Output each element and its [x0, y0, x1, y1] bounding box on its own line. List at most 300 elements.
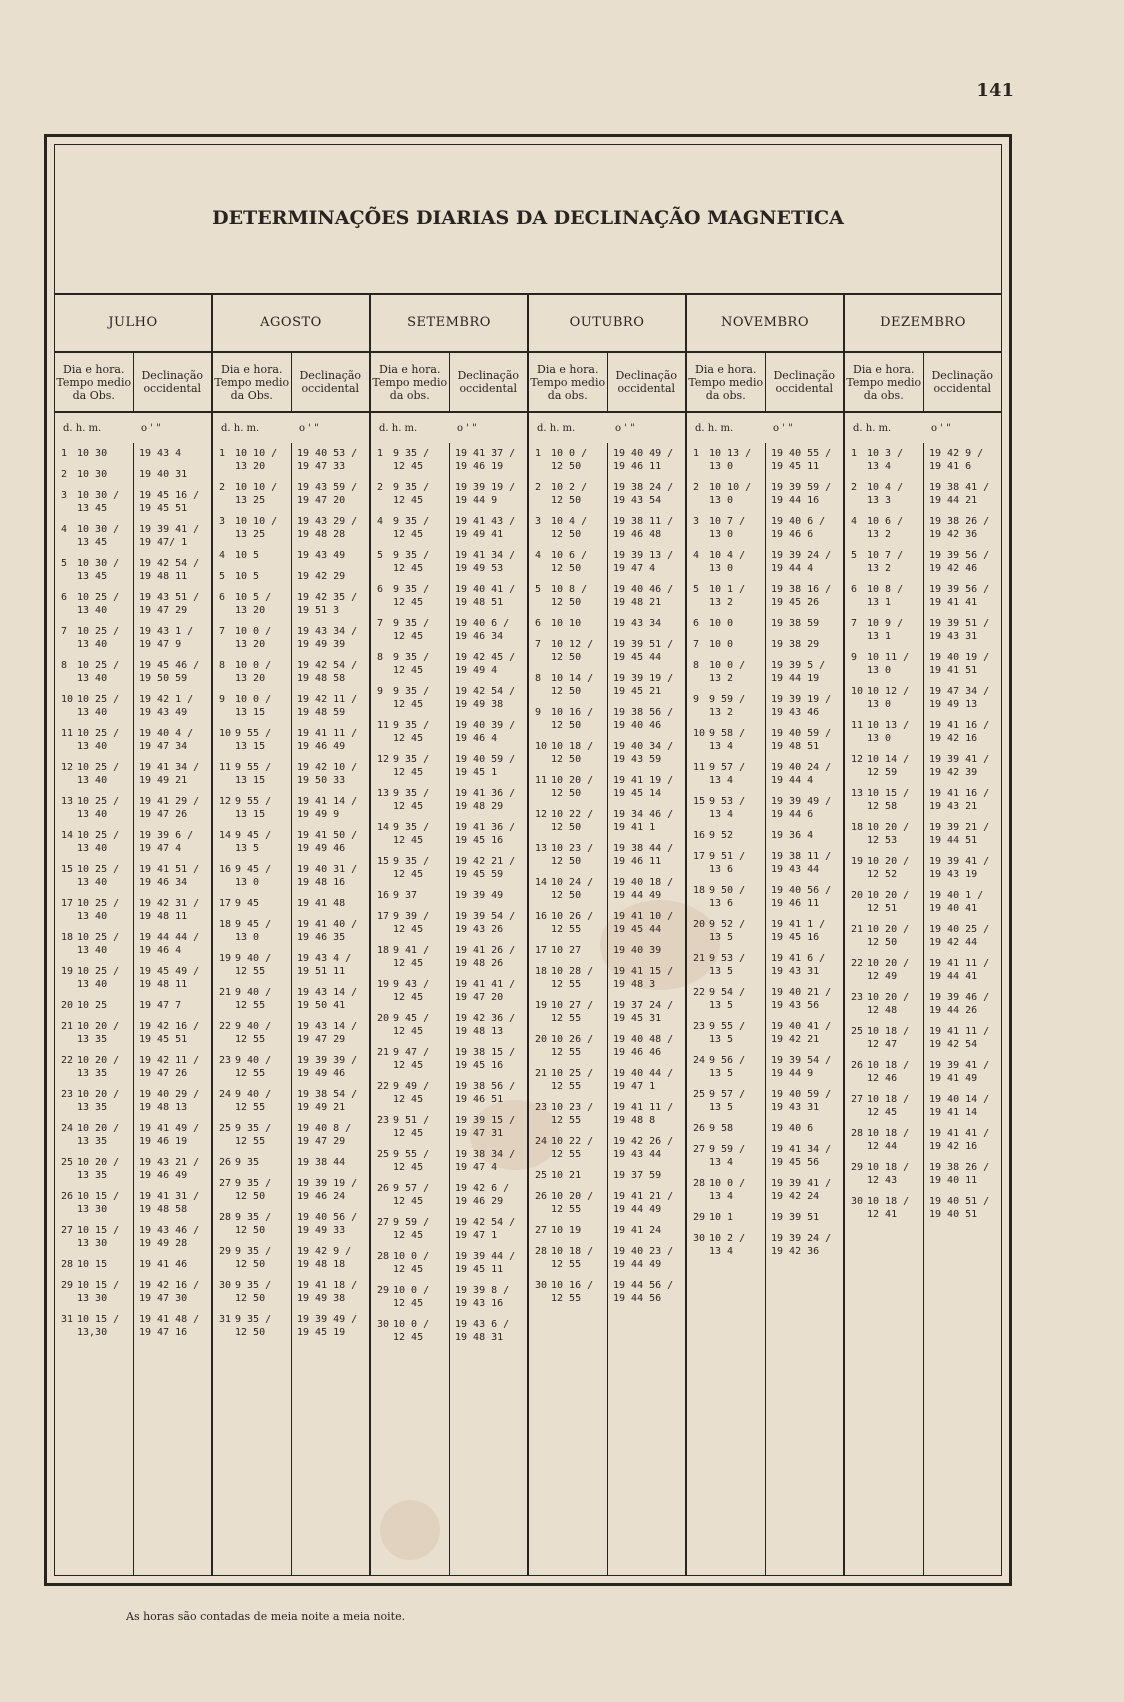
declination: 19 41 14 / 19 49 9 [297, 796, 358, 820]
time: 10 4 / 13 0 [709, 550, 746, 574]
time-header: Dia e hora. Tempo medio da obs. [372, 362, 448, 402]
day: 22 [851, 958, 864, 969]
declination: 19 40 4 / 19 47 34 [139, 728, 194, 752]
day: 7 [377, 618, 384, 629]
day: 5 [535, 584, 542, 595]
time-header: Dia e hora. Tempo medio da obs. [688, 362, 764, 402]
time: 10 25 [77, 1000, 108, 1011]
time: 10 14 / 12 59 [867, 754, 910, 778]
day: 28 [61, 1259, 74, 1270]
declination: 19 47 7 [139, 1000, 182, 1011]
time-units: d. h. m. [63, 422, 102, 434]
declination: 19 41 43 / 19 49 41 [455, 516, 516, 540]
units-row [55, 413, 211, 443]
declination: 19 41 16 / 19 43 21 [929, 788, 990, 812]
time: 9 35 / 12 45 [393, 618, 430, 642]
declination: 19 41 31 / 19 48 58 [139, 1191, 200, 1215]
day: 12 [61, 762, 74, 773]
day: 4 [535, 550, 542, 561]
declination: 19 43 29 / 19 48 28 [297, 516, 358, 540]
day: 16 [219, 864, 232, 875]
declination: 19 38 24 / 19 43 54 [613, 482, 674, 506]
day: 1 [219, 448, 226, 459]
footnote: As horas são contadas de meia noite a meia noite. [126, 1610, 406, 1623]
time: 9 45 / 13 0 [235, 864, 272, 888]
declination: 19 40 59 / 19 43 31 [771, 1089, 832, 1113]
day: 6 [693, 618, 700, 629]
day: 26 [693, 1123, 706, 1134]
rows [687, 443, 843, 1575]
day: 25 [851, 1026, 864, 1037]
declination: 19 39 54 / 19 43 26 [455, 911, 516, 935]
declination: 19 39 13 / 19 47 4 [613, 550, 674, 574]
month-column-novembro [685, 295, 843, 1575]
day: 29 [377, 1285, 390, 1296]
declination: 19 41 11 / 19 42 54 [929, 1026, 990, 1050]
time: 9 40 / 12 55 [235, 987, 272, 1011]
day: 29 [219, 1246, 232, 1257]
time: 10 12 / 13 0 [867, 686, 910, 710]
declination: 19 39 19 / 19 43 46 [771, 694, 832, 718]
time: 9 55 / 13 15 [235, 796, 272, 820]
declination: 19 40 6 / 19 46 6 [771, 516, 826, 540]
time: 10 6 / 13 2 [867, 516, 904, 540]
declination: 19 39 54 / 19 44 9 [771, 1055, 832, 1079]
month-column-dezembro [843, 295, 1001, 1575]
time: 9 35 / 12 45 [393, 822, 430, 846]
day: 2 [851, 482, 858, 493]
time: 10 18 / 12 41 [867, 1196, 910, 1220]
time: 10 0 / 12 45 [393, 1319, 430, 1343]
time: 9 35 [235, 1157, 260, 1168]
month-column-setembro [369, 295, 527, 1575]
day: 11 [851, 720, 864, 731]
day: 16 [693, 830, 706, 841]
time: 9 49 / 12 45 [393, 1081, 430, 1105]
day: 4 [219, 550, 226, 561]
day: 10 [535, 741, 548, 752]
angle-units: o ' " [615, 422, 635, 434]
day: 21 [851, 924, 864, 935]
declination: 19 42 11 / 19 47 26 [139, 1055, 200, 1079]
day: 20 [377, 1013, 390, 1024]
declination: 19 41 26 / 19 48 26 [455, 945, 516, 969]
declination: 19 39 41 / 19 42 24 [771, 1178, 832, 1202]
declination: 19 41 6 / 19 43 31 [771, 953, 826, 977]
time: 10 26 / 12 55 [551, 911, 594, 935]
time: 10 7 / 13 2 [867, 550, 904, 574]
time: 10 25 / 13 40 [77, 762, 120, 786]
rows [529, 443, 685, 1575]
declination: 19 42 54 / 19 49 38 [455, 686, 516, 710]
month-name: JULHO [55, 295, 211, 353]
time: 10 15 [77, 1259, 108, 1270]
table-frame [44, 134, 1012, 1586]
rows [55, 443, 211, 1575]
day: 21 [61, 1021, 74, 1032]
time: 9 41 / 12 45 [393, 945, 430, 969]
declination: 19 42 10 / 19 50 33 [297, 762, 358, 786]
day: 15 [693, 796, 706, 807]
day: 30 [219, 1280, 232, 1291]
time: 10 16 / 12 50 [551, 707, 594, 731]
time: 9 52 / 13 5 [709, 919, 746, 943]
day: 13 [61, 796, 74, 807]
time: 9 58 [709, 1123, 734, 1134]
declination: 19 41 37 / 19 46 19 [455, 448, 516, 472]
declination: 19 40 41 / 19 42 21 [771, 1021, 832, 1045]
day: 8 [693, 660, 700, 671]
declination: 19 41 36 / 19 45 16 [455, 822, 516, 846]
day: 17 [61, 898, 74, 909]
day: 31 [219, 1314, 232, 1325]
day: 3 [61, 490, 68, 501]
time: 10 10 / 13 25 [235, 482, 278, 506]
time: 9 35 / 12 55 [235, 1123, 272, 1147]
time: 10 3 / 13 4 [867, 448, 904, 472]
day: 10 [61, 694, 74, 705]
column-divider [291, 443, 292, 1575]
time: 10 25 / 13 40 [77, 898, 120, 922]
time: 10 25 / 13 40 [77, 694, 120, 718]
time: 9 50 / 13 6 [709, 885, 746, 909]
time: 10 23 / 12 50 [551, 843, 594, 867]
declination: 19 42 29 [297, 571, 346, 582]
declination: 19 43 14 / 19 50 41 [297, 987, 358, 1011]
declination: 19 42 16 / 19 45 51 [139, 1021, 200, 1045]
time: 10 23 / 12 55 [551, 1102, 594, 1126]
time: 10 19 [551, 1225, 582, 1236]
declination: 19 40 24 / 19 44 4 [771, 762, 832, 786]
time: 10 25 / 13 40 [77, 966, 120, 990]
time: 9 47 / 12 45 [393, 1047, 430, 1071]
time: 10 7 / 13 0 [709, 516, 746, 540]
time: 9 57 / 13 5 [709, 1089, 746, 1113]
declination: 19 42 9 / 19 41 6 [929, 448, 984, 472]
time: 10 25 / 13 40 [77, 592, 120, 616]
declination: 19 40 23 / 19 44 49 [613, 1246, 674, 1270]
day: 4 [61, 524, 68, 535]
declination: 19 40 56 / 19 49 33 [297, 1212, 358, 1236]
time: 9 45 / 12 45 [393, 1013, 430, 1037]
day: 21 [693, 953, 706, 964]
day: 1 [851, 448, 858, 459]
time: 10 18 / 12 55 [551, 1246, 594, 1270]
declination: 19 41 51 / 19 46 34 [139, 864, 200, 888]
declination: 19 45 16 / 19 45 51 [139, 490, 200, 514]
time: 10 18 / 12 44 [867, 1128, 910, 1152]
month-name: OUTUBRO [529, 295, 685, 353]
time-header: Dia e hora. Tempo medio da obs. [530, 362, 606, 402]
day: 11 [535, 775, 548, 786]
time: 10 30 / 13 45 [77, 524, 120, 548]
declination: 19 39 56 / 19 42 46 [929, 550, 990, 574]
column-headers [845, 353, 1001, 413]
day: 15 [377, 856, 390, 867]
declination: 19 39 24 / 19 42 36 [771, 1233, 832, 1257]
day: 8 [377, 652, 384, 663]
declination: 19 41 18 / 19 49 38 [297, 1280, 358, 1304]
time: 10 24 / 12 50 [551, 877, 594, 901]
time: 10 25 / 13 40 [77, 932, 120, 956]
time: 9 35 / 12 45 [393, 448, 430, 472]
day: 19 [61, 966, 74, 977]
day: 24 [61, 1123, 74, 1134]
time: 10 0 / 13 2 [709, 660, 746, 684]
declination: 19 38 56 / 19 46 51 [455, 1081, 516, 1105]
day: 14 [219, 830, 232, 841]
declination: 19 42 54 / 19 48 11 [139, 558, 200, 582]
time: 10 26 / 12 55 [551, 1034, 594, 1058]
time-units: d. h. m. [695, 422, 734, 434]
time: 10 15 / 13 30 [77, 1280, 120, 1304]
declination: 19 40 19 / 19 41 51 [929, 652, 990, 676]
time-units: d. h. m. [221, 422, 260, 434]
day: 20 [693, 919, 706, 930]
day: 17 [219, 898, 232, 909]
time: 10 0 [709, 639, 734, 650]
declination: 19 39 24 / 19 44 4 [771, 550, 832, 574]
month-name: AGOSTO [213, 295, 369, 353]
declination: 19 40 25 / 19 42 44 [929, 924, 990, 948]
day: 13 [851, 788, 864, 799]
declination-header: Declinação occidental [607, 353, 686, 411]
time: 10 20 / 12 53 [867, 822, 910, 846]
time: 9 57 / 13 4 [709, 762, 746, 786]
day: 26 [219, 1157, 232, 1168]
time: 10 0 / 12 45 [393, 1285, 430, 1309]
day: 5 [377, 550, 384, 561]
declination: 19 42 35 / 19 51 3 [297, 592, 358, 616]
time: 10 25 / 13 40 [77, 796, 120, 820]
declination: 19 40 49 / 19 46 11 [613, 448, 674, 472]
day: 14 [377, 822, 390, 833]
day: 23 [377, 1115, 390, 1126]
column-headers [371, 353, 527, 413]
day: 7 [61, 626, 68, 637]
rows [371, 443, 527, 1575]
day: 25 [693, 1089, 706, 1100]
declination-header: Declinação occidental [133, 353, 212, 411]
declination: 19 43 4 [139, 448, 182, 459]
declination: 19 41 11 / 19 44 41 [929, 958, 990, 982]
time: 10 16 / 12 55 [551, 1280, 594, 1304]
declination: 19 38 59 [771, 618, 820, 629]
day: 7 [693, 639, 700, 650]
declination: 19 42 16 / 19 47 30 [139, 1280, 200, 1304]
time: 9 59 / 13 4 [709, 1144, 746, 1168]
day: 12 [219, 796, 232, 807]
declination: 19 39 41 / 19 47/ 1 [139, 524, 200, 548]
column-divider [449, 443, 450, 1575]
day: 29 [693, 1212, 706, 1223]
day: 6 [219, 592, 226, 603]
declination: 19 41 21 / 19 44 49 [613, 1191, 674, 1215]
declination-header: Declinação occidental [291, 353, 370, 411]
day: 19 [377, 979, 390, 990]
month-column-julho [55, 295, 211, 1575]
declination: 19 42 54 / 19 48 58 [297, 660, 358, 684]
time: 10 20 / 13 35 [77, 1123, 120, 1147]
time: 10 0 / 13 15 [235, 694, 272, 718]
day: 22 [693, 987, 706, 998]
declination: 19 36 4 [771, 830, 814, 841]
month-name: DEZEMBRO [845, 295, 1001, 353]
declination: 19 42 26 / 19 43 44 [613, 1136, 674, 1160]
day: 18 [693, 885, 706, 896]
declination: 19 38 56 / 19 40 46 [613, 707, 674, 731]
day: 18 [61, 932, 74, 943]
time: 10 20 / 13 35 [77, 1055, 120, 1079]
time: 10 14 / 12 50 [551, 673, 594, 697]
day: 15 [61, 864, 74, 875]
day: 22 [61, 1055, 74, 1066]
time: 9 35 / 12 45 [393, 856, 430, 880]
declination: 19 39 6 / 19 47 4 [139, 830, 194, 854]
time: 10 6 / 12 50 [551, 550, 588, 574]
time: 10 9 / 13 1 [867, 618, 904, 642]
declination: 19 42 1 / 19 43 49 [139, 694, 194, 718]
day: 12 [851, 754, 864, 765]
declination: 19 40 39 / 19 46 4 [455, 720, 516, 744]
declination: 19 42 11 / 19 48 59 [297, 694, 358, 718]
time: 10 1 / 13 2 [709, 584, 746, 608]
declination: 19 42 31 / 19 48 11 [139, 898, 200, 922]
time: 10 8 / 13 1 [867, 584, 904, 608]
day: 8 [219, 660, 226, 671]
day: 16 [535, 911, 548, 922]
declination: 19 40 1 / 19 40 41 [929, 890, 984, 914]
day: 26 [61, 1191, 74, 1202]
time: 9 35 / 12 50 [235, 1246, 272, 1270]
declination: 19 41 41 / 19 42 16 [929, 1128, 990, 1152]
month-columns [55, 295, 1001, 1575]
time: 9 35 / 12 50 [235, 1212, 272, 1236]
day: 24 [693, 1055, 706, 1066]
time: 10 13 / 13 0 [867, 720, 910, 744]
declination: 19 42 6 / 19 46 29 [455, 1183, 510, 1207]
declination: 19 41 11 / 19 48 8 [613, 1102, 674, 1126]
day: 10 [219, 728, 232, 739]
declination: 19 41 48 [297, 898, 346, 909]
time: 9 35 / 12 45 [393, 686, 430, 710]
declination: 19 41 34 / 19 45 56 [771, 1144, 832, 1168]
day: 10 [693, 728, 706, 739]
declination: 19 43 1 / 19 47 9 [139, 626, 194, 650]
day: 10 [851, 686, 864, 697]
time: 10 20 / 12 50 [551, 775, 594, 799]
angle-units: o ' " [931, 422, 951, 434]
declination: 19 39 49 / 19 44 6 [771, 796, 832, 820]
declination: 19 38 54 / 19 49 21 [297, 1089, 358, 1113]
declination: 19 41 29 / 19 47 26 [139, 796, 200, 820]
declination: 19 39 49 / 19 45 19 [297, 1314, 358, 1338]
time: 9 59 / 13 2 [709, 694, 746, 718]
declination: 19 40 59 / 19 48 51 [771, 728, 832, 752]
day: 11 [693, 762, 706, 773]
declination: 19 41 10 / 19 45 44 [613, 911, 674, 935]
declination: 19 40 44 / 19 47 1 [613, 1068, 674, 1092]
time: 10 15 / 13,30 [77, 1314, 120, 1338]
declination: 19 41 34 / 19 49 53 [455, 550, 516, 574]
day: 2 [377, 482, 384, 493]
day: 30 [693, 1233, 706, 1244]
time: 10 5 [235, 550, 260, 561]
declination: 19 40 29 / 19 48 13 [139, 1089, 200, 1113]
day: 30 [535, 1280, 548, 1291]
day: 26 [377, 1183, 390, 1194]
time-header: Dia e hora. Tempo medio da Obs. [56, 362, 132, 402]
declination: 19 41 50 / 19 49 46 [297, 830, 358, 854]
column-divider [765, 443, 766, 1575]
day: 2 [61, 469, 68, 480]
angle-units: o ' " [299, 422, 319, 434]
declination: 19 47 34 / 19 49 13 [929, 686, 990, 710]
time: 10 27 [551, 945, 582, 956]
day: 31 [61, 1314, 74, 1325]
time: 10 4 / 13 3 [867, 482, 904, 506]
declination: 19 42 21 / 19 45 59 [455, 856, 516, 880]
day: 23 [61, 1089, 74, 1100]
day: 5 [219, 571, 226, 582]
day: 26 [535, 1191, 548, 1202]
declination: 19 41 11 / 19 46 49 [297, 728, 358, 752]
declination: 19 43 14 / 19 47 29 [297, 1021, 358, 1045]
day: 21 [219, 987, 232, 998]
day: 13 [535, 843, 548, 854]
day: 14 [535, 877, 548, 888]
declination: 19 44 44 / 19 46 4 [139, 932, 200, 956]
time: 10 0 / 13 20 [235, 660, 272, 684]
declination: 19 38 26 / 19 42 36 [929, 516, 990, 540]
time: 10 30 [77, 469, 108, 480]
day: 9 [219, 694, 226, 705]
day: 19 [851, 856, 864, 867]
time: 9 45 [235, 898, 260, 909]
day: 2 [535, 482, 542, 493]
declination: 19 38 29 [771, 639, 820, 650]
time: 10 20 / 12 48 [867, 992, 910, 1016]
declination: 19 39 19 / 19 44 9 [455, 482, 516, 506]
time: 10 5 / 13 20 [235, 592, 272, 616]
declination: 19 39 41 / 19 41 49 [929, 1060, 990, 1084]
declination: 19 39 49 [455, 890, 504, 901]
declination: 19 38 34 / 19 47 4 [455, 1149, 516, 1173]
day: 17 [693, 851, 706, 862]
declination: 19 45 49 / 19 48 11 [139, 966, 200, 990]
day: 1 [377, 448, 384, 459]
day: 9 [377, 686, 384, 697]
declination: 19 39 19 / 19 45 21 [613, 673, 674, 697]
day: 23 [693, 1021, 706, 1032]
day: 7 [535, 639, 542, 650]
declination: 19 39 39 / 19 49 46 [297, 1055, 358, 1079]
declination: 19 43 6 / 19 48 31 [455, 1319, 510, 1343]
day: 18 [377, 945, 390, 956]
declination: 19 43 51 / 19 47 29 [139, 592, 200, 616]
declination: 19 40 46 / 19 48 21 [613, 584, 674, 608]
day: 27 [851, 1094, 864, 1105]
time: 9 53 / 13 4 [709, 796, 746, 820]
day: 13 [377, 788, 390, 799]
declination: 19 40 21 / 19 43 56 [771, 987, 832, 1011]
column-divider [607, 443, 608, 1575]
day: 6 [535, 618, 542, 629]
time: 10 1 [709, 1212, 734, 1223]
month-name: SETEMBRO [371, 295, 527, 353]
day: 19 [219, 953, 232, 964]
day: 20 [61, 1000, 74, 1011]
